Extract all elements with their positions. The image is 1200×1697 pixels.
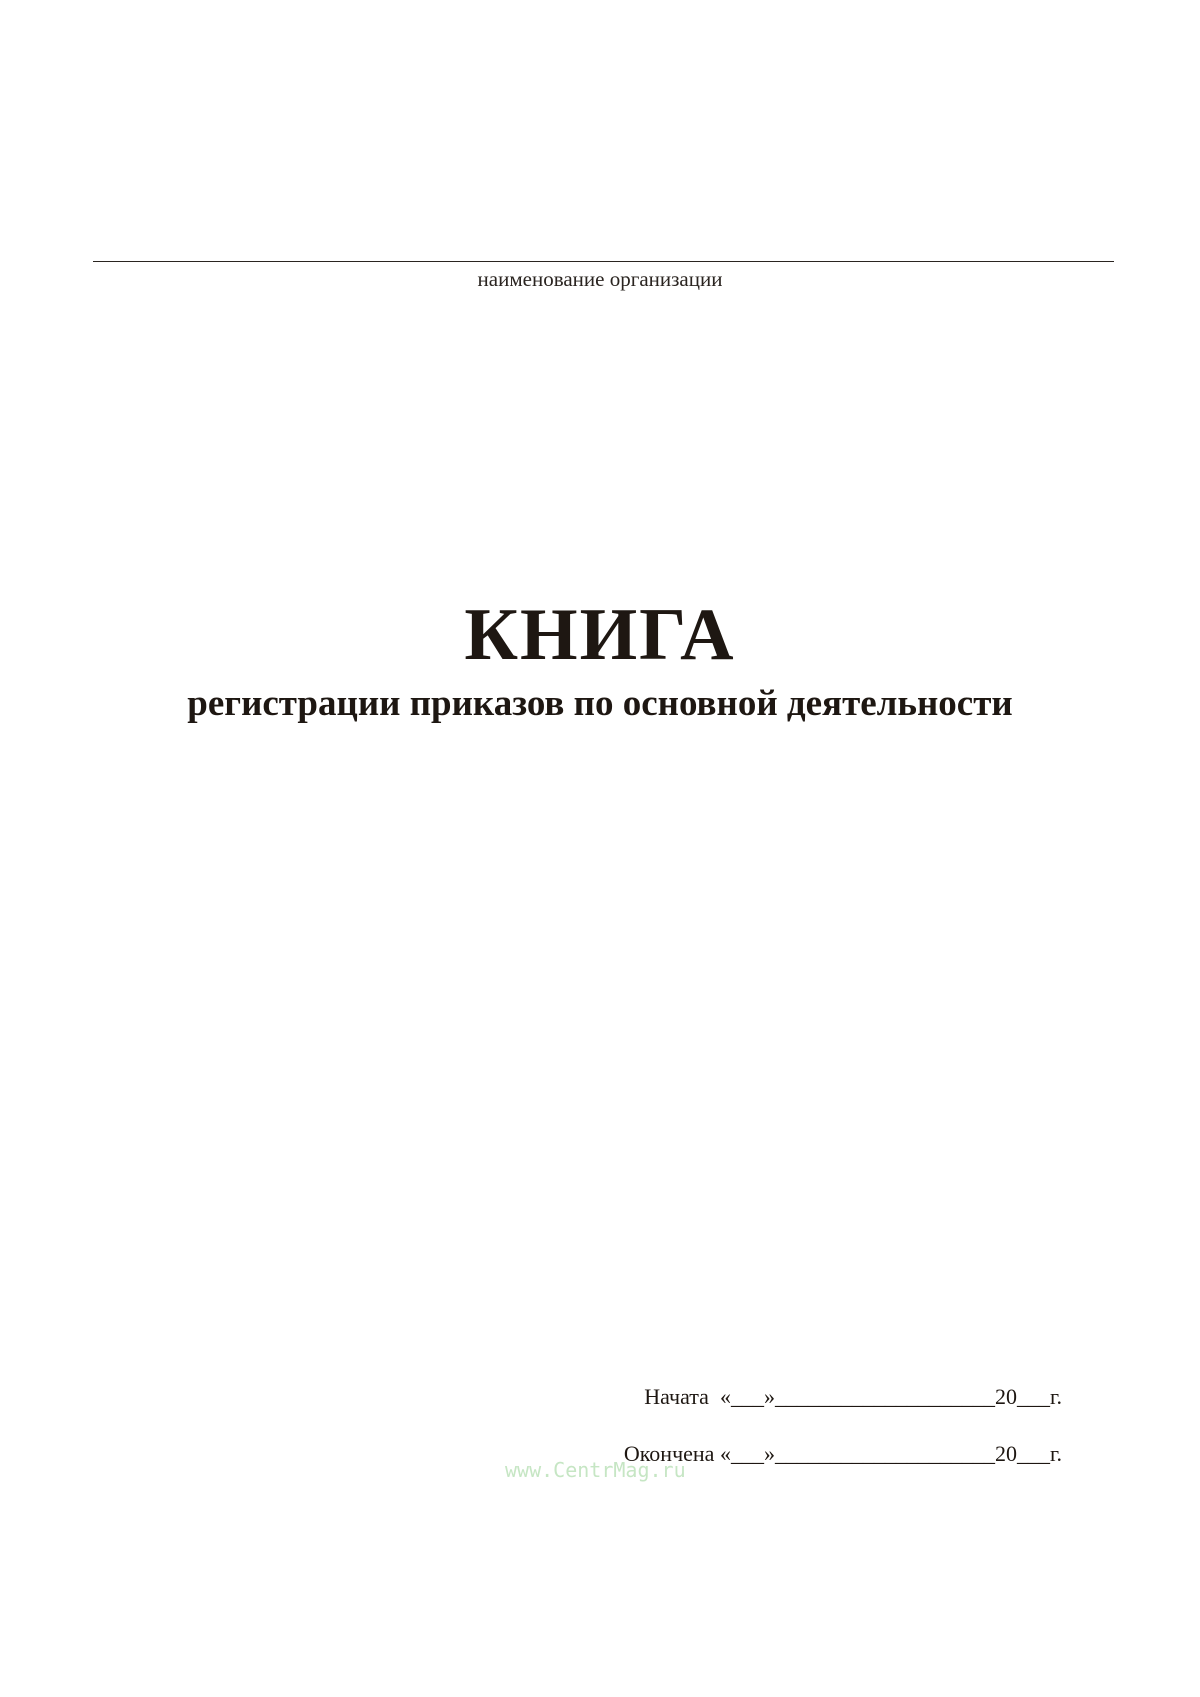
start-date-line: Начата «___»____________________20___г. [644, 1384, 1062, 1409]
watermark: www.CentrMag.ru [505, 1458, 686, 1482]
document-title: КНИГА [464, 594, 736, 676]
organization-name-caption: наименование организации [477, 267, 723, 291]
end-date-line: Окончена «___»____________________20___г. [623, 1441, 1062, 1466]
organization-name-line [93, 261, 1114, 262]
document-subtitle: регистрации приказов по основной деятельности [187, 683, 1013, 724]
